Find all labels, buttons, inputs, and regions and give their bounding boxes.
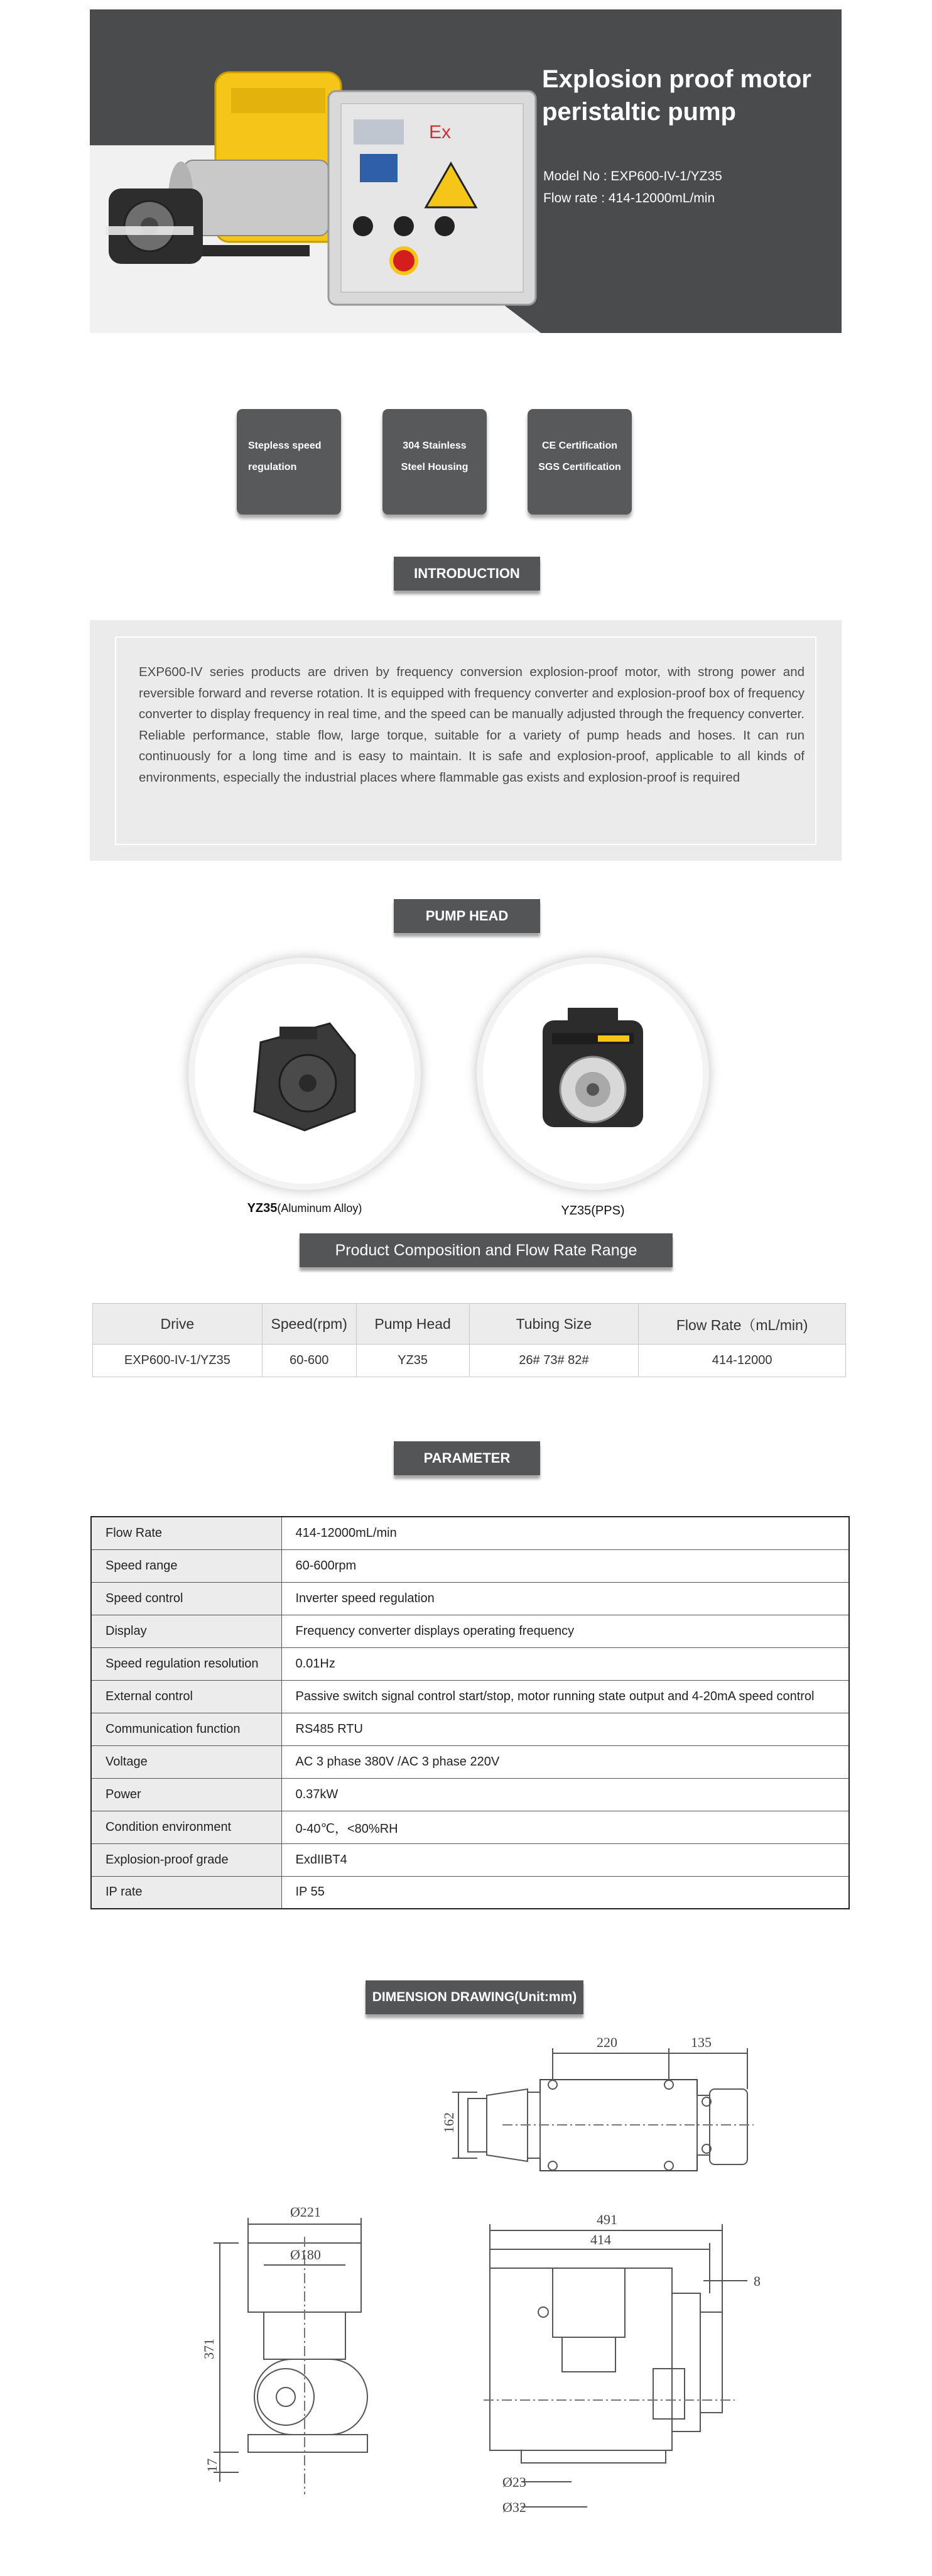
hero-model	[543, 169, 722, 184]
composition-header: Tubing Size	[469, 1304, 639, 1345]
parameter-table	[90, 1516, 850, 1909]
parameter-key: Communication function	[91, 1713, 281, 1745]
dim-491: 491	[597, 2212, 617, 2227]
dim-d221: Ø221	[290, 2204, 321, 2220]
flow-label: Flow rate :	[543, 191, 605, 205]
flow-value: 414-12000mL/min	[608, 191, 715, 205]
parameter-row	[91, 1582, 849, 1615]
product-photo	[90, 9, 567, 333]
ex-marking: Ex	[429, 122, 452, 143]
composition-data-row	[93, 1345, 846, 1377]
dim-d180: Ø180	[290, 2247, 321, 2262]
composition-cell: 414-12000	[639, 1345, 846, 1377]
parameter-value: ExdIIBT4	[281, 1843, 849, 1876]
intro-text: EXP600-IV series products are driven by frequency conversion explosion-proof motor, with strong power and reversible forward and reverse rotation. It is equipped with frequency converter and explosion-proof box of frequency converter to display frequency in real time, and the speed can be manually adjusted through the frequency converter. Reliable performance, stable flow, large torque, suitable for a variety of pump heads and hoses. It can run continuously for a long time and is easy to maintain. It is safe and explosion-proof, applicable to all kinds of environments, especially the industrial places where flammable gas exists and explosion-proof is required	[139, 665, 805, 785]
composition-cell: YZ35	[356, 1345, 469, 1377]
parameter-value: 0.37kW	[281, 1778, 849, 1811]
parameter-key: Voltage	[91, 1745, 281, 1778]
dim-162: 162	[441, 2112, 457, 2133]
parameter-value: Inverter speed regulation	[281, 1582, 849, 1615]
badge-line: Steel Housing	[401, 462, 469, 472]
side-view	[484, 2212, 761, 2515]
badge-line: 304 Stainless	[403, 440, 467, 451]
dim-d23: Ø23	[502, 2474, 526, 2490]
top-view	[441, 2034, 754, 2171]
badge-stepless-speed	[237, 409, 341, 515]
parameter-row	[91, 1615, 849, 1647]
parameter-value: IP 55	[281, 1876, 849, 1909]
parameter-key: Flow Rate	[91, 1517, 281, 1549]
parameter-value: 60-600rpm	[281, 1549, 849, 1582]
dim-135: 135	[691, 2034, 712, 2050]
composition-header: Speed(rpm)	[262, 1304, 356, 1345]
parameter-row	[91, 1549, 849, 1582]
badge-line: CE Certification	[541, 440, 617, 451]
parameter-value: 414-12000mL/min	[281, 1517, 849, 1549]
pump-head-image-aluminum	[188, 958, 421, 1190]
dim-17: 17	[204, 2459, 220, 2472]
section-label-composition: Product Composition and Flow Rate Range	[300, 1233, 673, 1267]
model-value: EXP600-IV-1/YZ35	[610, 169, 722, 183]
parameter-value: Passive switch signal control start/stop, motor running state output and 4-20mA speed control	[281, 1680, 849, 1713]
parameter-value: Frequency converter displays operating frequency	[281, 1615, 849, 1647]
parameter-key: IP rate	[91, 1876, 281, 1909]
composition-cell: 60-600	[262, 1345, 356, 1377]
caption-pps: YZ35(PPS)	[561, 1204, 625, 1218]
caption-aluminum-material: (Aluminum Alloy)	[277, 1202, 362, 1214]
parameter-key: Display	[91, 1615, 281, 1647]
parameter-row	[91, 1778, 849, 1811]
hero-banner	[90, 9, 842, 333]
hero-title-line1: Explosion proof motor	[542, 65, 811, 93]
parameter-row	[91, 1647, 849, 1680]
dim-d32: Ø32	[502, 2499, 526, 2515]
parameter-key: Speed control	[91, 1582, 281, 1615]
parameter-row	[91, 1713, 849, 1745]
badge-line: SGS Certification	[538, 462, 621, 472]
pump-head-image-pps	[477, 958, 709, 1190]
parameter-row	[91, 1876, 849, 1909]
section-label-parameter: PARAMETER	[394, 1441, 540, 1475]
composition-cell: 26# 73# 82#	[469, 1345, 639, 1377]
composition-header-row	[93, 1304, 846, 1345]
parameter-row	[91, 1811, 849, 1843]
parameter-row	[91, 1843, 849, 1876]
section-label-dimension: DIMENSION DRAWING(Unit:mm)	[366, 1980, 583, 2014]
badge-stainless-housing	[382, 409, 487, 515]
parameter-value: RS485 RTU	[281, 1713, 849, 1745]
parameter-key: External control	[91, 1680, 281, 1713]
parameter-key: Speed range	[91, 1549, 281, 1582]
pump-head-aluminum-illustration	[236, 1005, 374, 1143]
hero-title	[542, 63, 831, 128]
badge-line: Stepless speed	[248, 440, 322, 451]
dim-371: 371	[201, 2339, 217, 2359]
parameter-row	[91, 1745, 849, 1778]
section-label-pump-head: PUMP HEAD	[394, 899, 540, 933]
badge-certification	[528, 409, 632, 515]
parameter-key: Condition environment	[91, 1811, 281, 1843]
front-view	[201, 2204, 367, 2494]
dim-8: 8	[754, 2273, 761, 2289]
composition-cell: EXP600-IV-1/YZ35	[93, 1345, 263, 1377]
hero-title-line2: peristaltic pump	[542, 98, 736, 126]
parameter-value: AC 3 phase 380V /AC 3 phase 220V	[281, 1745, 849, 1778]
model-label: Model No :	[543, 169, 607, 183]
composition-header: Drive	[93, 1304, 263, 1345]
parameter-row	[91, 1517, 849, 1549]
dimension-drawing	[0, 2017, 932, 2570]
caption-aluminum-name: YZ35	[247, 1201, 278, 1215]
badge-line: regulation	[248, 462, 297, 472]
dim-414: 414	[590, 2232, 611, 2247]
section-label-introduction: INTRODUCTION	[394, 557, 540, 591]
parameter-key: Speed regulation resolution	[91, 1647, 281, 1680]
parameter-value: 0.01Hz	[281, 1647, 849, 1680]
caption-aluminum	[204, 1201, 405, 1216]
pump-head-pps-illustration	[524, 995, 662, 1152]
composition-header: Flow Rate（mL/min)	[639, 1304, 846, 1345]
parameter-row	[91, 1680, 849, 1713]
hero-flow	[543, 191, 715, 206]
parameter-key: Explosion-proof grade	[91, 1843, 281, 1876]
composition-table	[92, 1303, 846, 1377]
parameter-value: 0-40℃，<80%RH	[281, 1811, 849, 1843]
composition-header: Pump Head	[356, 1304, 469, 1345]
parameter-key: Power	[91, 1778, 281, 1811]
dim-220: 220	[597, 2034, 617, 2050]
